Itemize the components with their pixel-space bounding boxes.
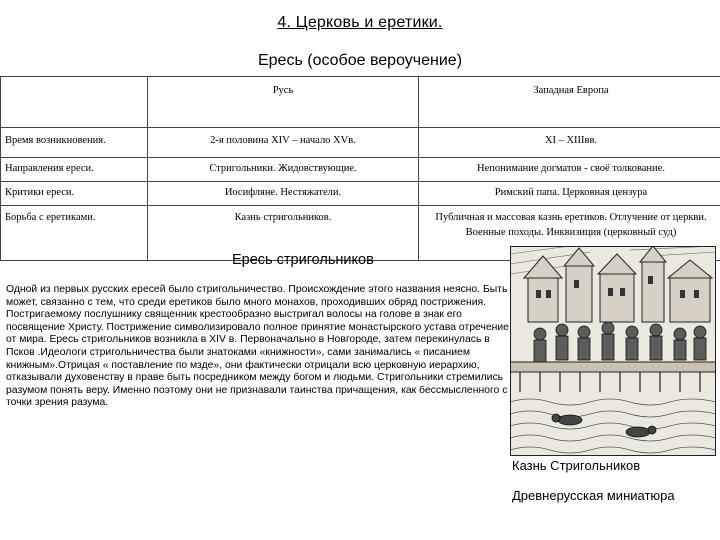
table-cell: Направления ереси. <box>1 158 148 182</box>
table-cell: Стригольники. Жидовствующие. <box>148 158 419 182</box>
page-title: 4. Церковь и еретики. <box>277 14 443 31</box>
comparison-table <box>0 76 720 261</box>
table-header-cell: Западная Европа <box>419 77 720 128</box>
table-cell: Непонимание догматов - своё толкование. <box>419 158 720 182</box>
table-cell: Римский папа. Церковная цензура <box>419 182 720 206</box>
table-cell: XI – XIIIвв. <box>419 128 720 158</box>
table-header-cell <box>1 77 148 128</box>
section-title: Ересь стригольников <box>232 252 374 268</box>
table-row <box>1 182 720 206</box>
table-cell: Борьба с еретиками. <box>1 206 148 261</box>
table-header-cell: Русь <box>148 77 419 128</box>
bridge-deck <box>510 362 716 372</box>
table-cell: Публичная и массовая казнь еретиков. Отлучение от церкви. Военные походы. Инквизиция (церковный суд) <box>419 206 720 261</box>
section-body-text: Одной из первых русских ересей было стригольничество. Происхождение этого названия неясно. Быть может, связанно с тем, что среди еретиков было много монахов, проходивших обряд пострижения. Постригаемому послушнику священник крестообразно выстригал волосы на голове в знак его посвящение Христу. Пострижение символизировало полное принятие монастырского устава отречение от мира. Ересь стригольников возникла в XIV в. Первоначально в Новгороде, затем перекинулась в Псков .Идеологи стригольничества были знатоками «книжности», сами занимались « писанием книжным».Отрицая « поставление по мзде», они фактически отрицали всю церковную иерархию, отказывали духовенству в праве быть посредником между богом и людьми. Стригольники стремились разумом понять веру. Именно поэтому они не признавали таинства причащения, как бессмысленного с точки зрения разума. <box>6 284 509 409</box>
table-row <box>1 128 720 158</box>
table-cell: 2-я половина XIV – начало XVв. <box>148 128 419 158</box>
table-cell: Казнь стригольников. <box>148 206 419 261</box>
table-cell: Иосифляне. Нестяжатели. <box>148 182 419 206</box>
table-cell: Критики ереси. <box>1 182 148 206</box>
table-cell: Время возникновения. <box>1 128 148 158</box>
miniature-illustration <box>510 246 716 456</box>
page-subtitle: Ересь (особое вероучение) <box>257 52 463 69</box>
figure-caption: Казнь Стригольников <box>512 458 641 473</box>
table-row <box>1 158 720 182</box>
figure-source: Древнерусская миниатюра <box>512 488 675 503</box>
table-header-row <box>1 77 720 128</box>
